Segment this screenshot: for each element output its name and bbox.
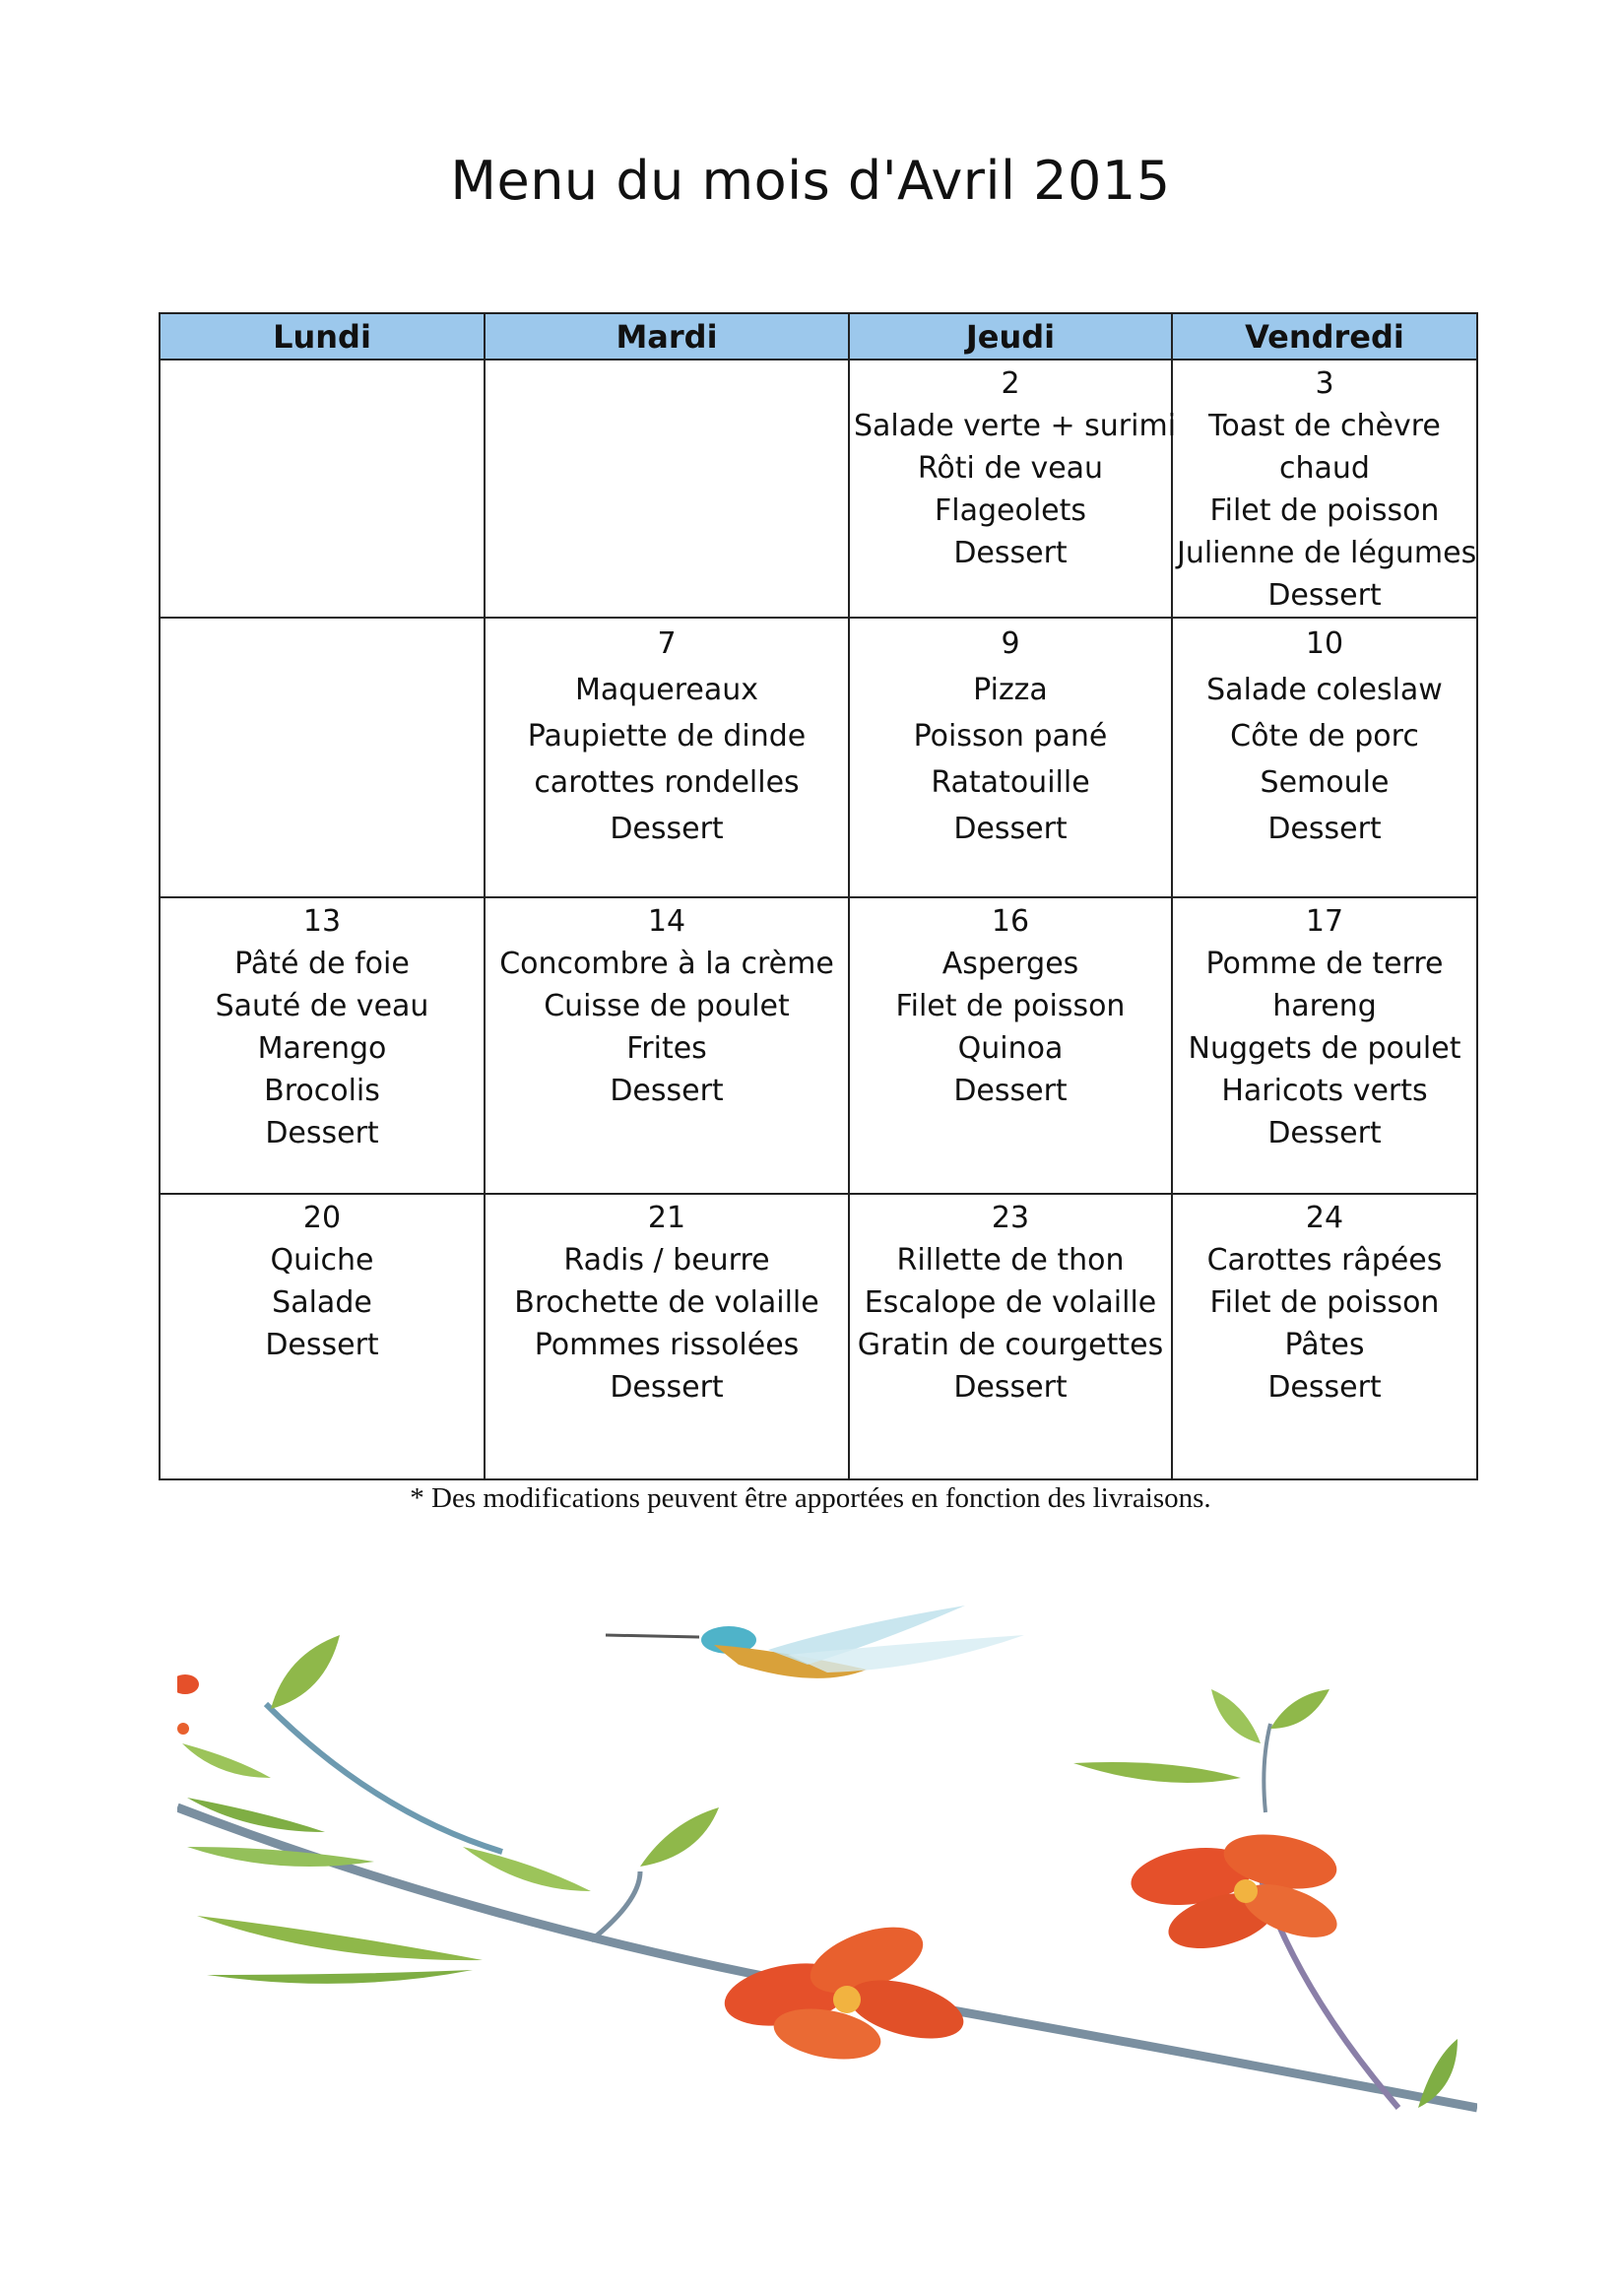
menu-item: Radis / beurre xyxy=(563,1243,770,1278)
menu-item: Dessert xyxy=(953,536,1068,570)
menu-cell xyxy=(849,360,1177,618)
menu-item: Ratatouille xyxy=(931,765,1090,800)
menu-item: Salade verte + surimi xyxy=(854,409,1177,443)
header-vendredi: Vendredi xyxy=(1172,313,1477,360)
menu-item: Gratin de courgettes xyxy=(857,1328,1164,1362)
menu-item: Pizza xyxy=(973,673,1048,707)
menu-cell xyxy=(1172,1194,1477,1479)
day-number: 16 xyxy=(991,904,1030,939)
menu-cell xyxy=(485,360,849,618)
menu-item: Sauté de veau xyxy=(215,989,429,1023)
hummingbird-flowers-illustration xyxy=(177,1596,1477,2118)
week-row xyxy=(160,618,1477,897)
week-row xyxy=(160,1194,1477,1479)
menu-item: Pâtes xyxy=(1284,1328,1365,1362)
menu-item: Haricots verts xyxy=(1221,1074,1428,1108)
header-row xyxy=(160,313,1477,360)
menu-item: Dessert xyxy=(265,1328,379,1362)
menu-cell xyxy=(485,618,849,897)
menu-item: Dessert xyxy=(1267,1370,1382,1405)
flower-icon xyxy=(177,1674,199,1735)
menu-item: Pommes rissolées xyxy=(534,1328,800,1362)
menu-item: Dessert xyxy=(265,1116,379,1150)
header-mardi: Mardi xyxy=(485,313,849,360)
menu-cell xyxy=(160,618,485,897)
menu-item: Salade xyxy=(272,1285,372,1320)
menu-item: Brochette de volaille xyxy=(514,1285,819,1320)
menu-cell xyxy=(485,1194,849,1479)
day-number: 7 xyxy=(657,626,677,661)
menu-item: Paupiette de dinde xyxy=(527,719,807,754)
day-number: 10 xyxy=(1305,626,1344,661)
day-number: 24 xyxy=(1305,1201,1344,1235)
menu-item: Dessert xyxy=(1267,812,1382,846)
menu-item: Quiche xyxy=(270,1243,374,1278)
menu-item: Filet de poisson xyxy=(1209,1285,1440,1320)
menu-cell xyxy=(485,897,849,1194)
week-row xyxy=(160,897,1477,1194)
menu-cell xyxy=(1172,618,1477,897)
menu-item: Asperges xyxy=(941,947,1079,981)
menu-cell xyxy=(849,618,1172,897)
menu-item: Dessert xyxy=(953,1074,1068,1108)
day-number: 3 xyxy=(1315,366,1334,401)
menu-item: Salade coleslaw xyxy=(1206,673,1443,707)
menu-cell xyxy=(849,897,1172,1194)
header-jeudi: Jeudi xyxy=(849,313,1172,360)
menu-item: Cuisse de poulet xyxy=(544,989,790,1023)
menu-item: Concombre à la crème xyxy=(499,947,834,981)
header-lundi: Lundi xyxy=(160,313,485,360)
page-title: Menu du mois d'Avril 2015 xyxy=(450,150,1171,212)
day-number: 23 xyxy=(991,1201,1030,1235)
menu-item: chaud xyxy=(1279,451,1370,486)
menu-item: Filet de poisson xyxy=(1209,493,1440,528)
menu-item: Dessert xyxy=(953,1370,1068,1405)
menu-cell xyxy=(160,360,485,618)
menu-item: Poisson pané xyxy=(913,719,1108,754)
menu-item: Dessert xyxy=(953,812,1068,846)
menu-item: Carottes râpées xyxy=(1206,1243,1443,1278)
menu-item: Marengo xyxy=(257,1031,387,1066)
footnote: * Des modifications peuvent être apportées en fonction des livraisons. xyxy=(410,1482,1211,1514)
menu-item: Rillette de thon xyxy=(896,1243,1125,1278)
menu-cell xyxy=(849,1194,1172,1479)
menu-item: Dessert xyxy=(1267,578,1382,613)
menu-item: hareng xyxy=(1272,989,1377,1023)
menu-item: Dessert xyxy=(610,1370,724,1405)
menu-cell xyxy=(1172,360,1477,618)
menu-item: Escalope de volaille xyxy=(864,1285,1157,1320)
menu-item: Pomme de terre xyxy=(1205,947,1444,981)
menu-cell xyxy=(160,897,485,1194)
menu-cell xyxy=(1172,897,1477,1194)
menu-item: Filet de poisson xyxy=(895,989,1126,1023)
menu-item: Brocolis xyxy=(264,1074,380,1108)
menu-item: Nuggets de poulet xyxy=(1188,1031,1461,1066)
menu-item: Quinoa xyxy=(957,1031,1064,1066)
menu-item: Frites xyxy=(626,1031,707,1066)
day-number: 2 xyxy=(1001,366,1020,401)
menu-item: Dessert xyxy=(1267,1116,1382,1150)
menu-item: Rôti de veau xyxy=(917,451,1104,486)
menu-item: Maquereaux xyxy=(574,673,759,707)
menu-item: Julienne de légumes xyxy=(1177,536,1477,570)
menu-item: Côte de porc xyxy=(1230,719,1419,754)
menu-item: Semoule xyxy=(1260,765,1390,800)
week-row xyxy=(160,360,1477,618)
flower-icon xyxy=(1128,1826,1344,1958)
menu-item: Pâté de foie xyxy=(234,947,410,981)
day-number: 13 xyxy=(302,904,342,939)
menu-item: Dessert xyxy=(610,1074,724,1108)
menu-item: carottes rondelles xyxy=(534,765,800,800)
day-number: 17 xyxy=(1305,904,1344,939)
day-number: 9 xyxy=(1001,626,1020,661)
menu-item: Flageolets xyxy=(934,493,1086,528)
menu-item: Toast de chèvre xyxy=(1208,409,1441,443)
menu-table xyxy=(159,312,1478,1480)
menu-item: Dessert xyxy=(610,812,724,846)
day-number: 14 xyxy=(647,904,686,939)
menu-cell xyxy=(160,1194,485,1479)
day-number: 21 xyxy=(647,1201,686,1235)
flower-icon xyxy=(720,1914,970,2066)
day-number: 20 xyxy=(302,1201,342,1235)
hummingbird-icon xyxy=(606,1606,1024,1678)
